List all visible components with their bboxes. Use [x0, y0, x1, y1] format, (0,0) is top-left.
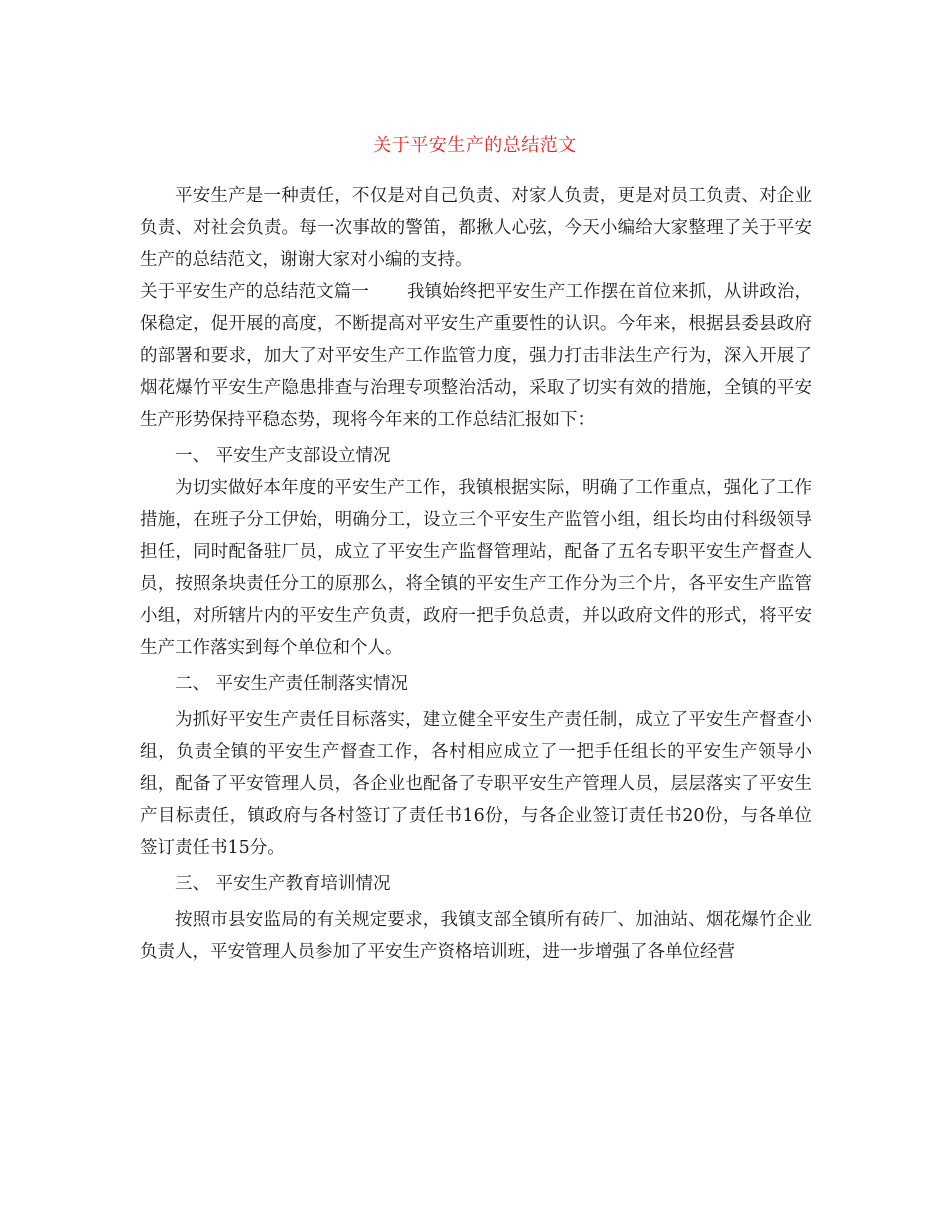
- section-paragraph-2: 为抓好平安生产责任目标落实，建立健全平安生产责任制，成立了平安生产督查小组，负责全镇的平安生产督查工作，各村相应成立了一把手任组长的平安生产领导小组，配备了平安管理人员，各企业也配备了专职平安生产管理人员，层层落实了平安生产目标责任，镇政府与各村签订了责任书16份，与各企业签订责任书20份，与各单位签订责任书15分。: [140, 710, 812, 858]
- section-heading-1: 一、 平安生产支部设立情况: [175, 446, 391, 466]
- document-body: [140, 180, 812, 968]
- part-intro-text: 我镇始终把平安生产工作摆在首位来抓，从讲政治，保稳定，促开展的高度，不断提高对平安生产重要性的认识。今年来，根据县委县政府的部署和要求，加大了对平安生产工作监管力度，强力打击非法生产行为，深入开展了烟花爆竹平安生产隐患排查与治理专项整治活动，采取了切实有效的措施，全镇的平安生产形势保持平稳态势，现将今年来的工作总结汇报如下：: [140, 282, 813, 430]
- document-title: 关于平安生产的总结范文: [373, 135, 577, 156]
- part-one-paragraph: [140, 276, 812, 436]
- section-paragraph-3: 按照市县安监局的有关规定要求，我镇支部全镇所有砖厂、加油站、烟花爆竹企业负责人，平安管理人员参加了平安生产资格培训班，进一步增强了各单位经营: [140, 910, 812, 962]
- part-label: 关于平安生产的总结范文篇一: [140, 282, 369, 302]
- section-heading-3: 三、 平安生产教育培训情况: [175, 874, 391, 894]
- section-paragraph-1: 为切实做好本年度的平安生产工作，我镇根据实际，明确了工作重点，强化了工作措施，在班子分工伊始，明确分工，设立三个平安生产监管小组，组长均由付科级领导担任，同时配备驻厂员，成立了平安生产监督管理站，配备了五名专职平安生产督查人员，按照条块责任分工的原那么，将全镇的平安生产工作分为三个片，各平安生产监管小组，对所辖片内的平安生产负责，政府一把手负总责，并以政府文件的形式，将平安生产工作落实到每个单位和个人。: [140, 478, 812, 658]
- intro-paragraph: 平安生产是一种责任，不仅是对自己负责、对家人负责，更是对员工负责、对企业负责、对社会负责。每一次事故的警笛，都揪人心弦，今天小编给大家整理了关于平安生产的总结范文，谢谢大家对小编的支持。: [140, 186, 812, 270]
- section-heading-2: 二、 平安生产责任制落实情况: [175, 674, 409, 694]
